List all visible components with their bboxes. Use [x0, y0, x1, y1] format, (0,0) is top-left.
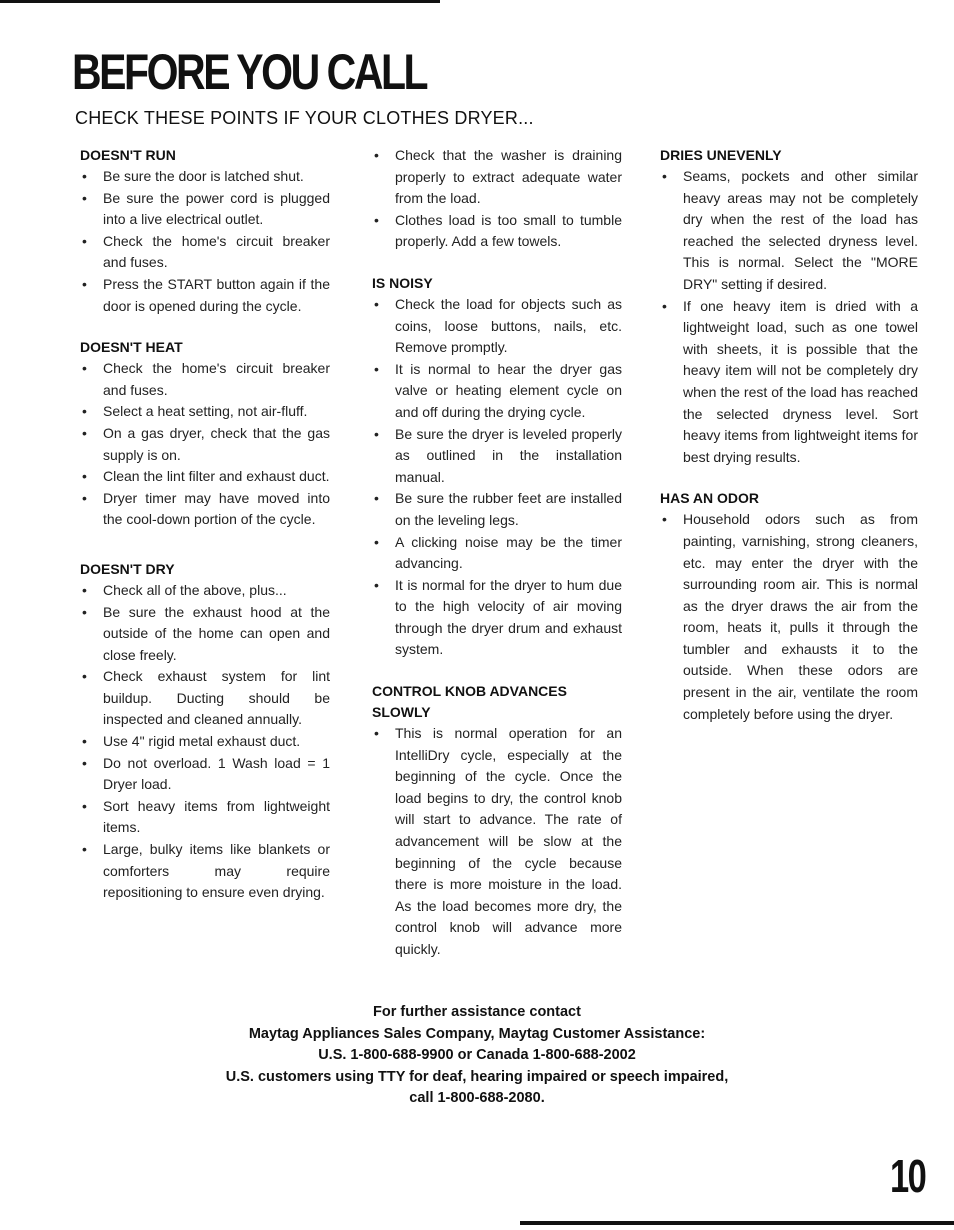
bullet-list	[660, 509, 918, 725]
bullet-list	[80, 580, 330, 904]
list-item: • Be sure the power cord is plugged into a live electrical outlet.	[80, 188, 330, 231]
page-subtitle: CHECK THESE POINTS IF YOUR CLOTHES DRYER...	[75, 108, 534, 128]
footer-line: Maytag Appliances Sales Company, Maytag Customer Assistance:	[248, 1025, 706, 1042]
list-item: • Press the START button again if the door is opened during the cycle.	[80, 274, 330, 317]
list-item: • This is normal operation for an IntelliDry cycle, especially at the beginning of the cycle. Once the load begins to dry, the control knob will start to advance. The rate of advancement will be slow at the beginning of the cycle because there is more moisture in the load. As the load becomes more dry, the control knob will advance more quickly.	[372, 723, 622, 961]
list-item: • A clicking noise may be the timer advancing.	[372, 532, 622, 575]
footer-phone-numbers: U.S. 1-800-688-9900 or Canada 1-800-688-2002	[318, 1047, 636, 1063]
list-item: • Select a heat setting, not air-fluff.	[80, 401, 330, 423]
list-item: • On a gas dryer, check that the gas supply is on.	[80, 423, 330, 466]
footer-tty-number: call 1-800-688-2080.	[409, 1090, 545, 1106]
section-title: IS NOISY	[372, 274, 433, 291]
section-doesnt-run	[80, 145, 330, 317]
bullet-list	[372, 723, 622, 961]
bullet-list	[80, 358, 330, 531]
section-title-line2: SLOWLY	[372, 704, 431, 721]
page-title: BEFORE YOU CALL	[72, 44, 427, 100]
assistance-contact-footer	[0, 1002, 954, 1110]
section-title: DRIES UNEVENLY	[660, 147, 782, 163]
bullet-list-continued	[372, 145, 622, 253]
list-item: • Be sure the dryer is leveled properly as outlined in the installation manual.	[372, 424, 622, 489]
list-item: • If one heavy item is dried with a lightweight load, such as one towel with sheets, it is possible that the heavy item will not be completely dry when the rest of the load has reached the selected dryness level. Sort heavy items from lightweight items for best drying results.	[660, 296, 918, 469]
bottom-rule	[520, 1221, 954, 1225]
column-left	[80, 145, 330, 904]
list-item: • Check the home's circuit breaker and fuses.	[80, 231, 330, 274]
list-item: • Large, bulky items like blankets or comforters may require repositioning to ensure even drying.	[80, 839, 330, 904]
list-item: • Household odors such as from painting, varnishing, strong cleaners, etc. may enter the dryer with the surrounding room air. This is normal as the dryer draws the air from the room, heats it, pulls it through the tumbler and exhausts it to the outside. When these odors are present in the air, ventilate the room completely before using the dryer.	[660, 509, 918, 725]
list-item: • Seams, pockets and other similar heavy areas may not be completely dry when the rest of the load has reached the selected dryness level. This is normal. Select the "MORE DRY" setting if desired.	[660, 166, 918, 296]
list-item: • Dryer timer may have moved into the cool-down portion of the cycle.	[80, 488, 330, 531]
footer-line: U.S. customers using TTY for deaf, hearing impaired or speech impaired,	[225, 1068, 729, 1085]
section-is-noisy	[372, 273, 622, 661]
top-rule	[0, 0, 440, 3]
section-control-knob	[372, 681, 622, 961]
section-dries-unevenly	[660, 145, 918, 468]
footer-line: For further assistance contact	[373, 1004, 581, 1020]
bullet-list	[80, 166, 330, 317]
list-item: • Clothes load is too small to tumble properly. Add a few towels.	[372, 210, 622, 253]
bullet-list	[372, 294, 622, 661]
list-item: • Check all of the above, plus...	[80, 580, 330, 602]
list-item: • It is normal for the dryer to hum due to the high velocity of air moving through the dryer drum and exhaust system.	[372, 575, 622, 661]
column-middle	[372, 145, 622, 961]
list-item: • Check exhaust system for lint buildup. Ducting should be inspected and cleaned annually.	[80, 666, 330, 731]
list-item: • Do not overload. 1 Wash load = 1 Dryer load.	[80, 753, 330, 796]
section-has-an-odor	[660, 488, 918, 725]
list-item: • Check that the washer is draining properly to extract adequate water from the load.	[372, 145, 622, 210]
list-item: • Be sure the door is latched shut.	[80, 166, 330, 188]
section-title-line1: CONTROL KNOB ADVANCES	[372, 683, 567, 700]
bullet-list	[660, 166, 918, 468]
list-item: • Be sure the rubber feet are installed on the leveling legs.	[372, 488, 622, 531]
section-title: HAS AN ODOR	[660, 490, 760, 507]
section-doesnt-dry	[80, 559, 330, 904]
list-item: • It is normal to hear the dryer gas valve or heating element cycle on and off during the drying cycle.	[372, 359, 622, 424]
column-right	[660, 145, 918, 725]
page-number: 10	[890, 1150, 926, 1202]
list-item: • Check the load for objects such as coins, loose buttons, nails, etc. Remove promptly.	[372, 294, 622, 359]
section-title: DOESN'T RUN	[80, 147, 176, 163]
list-item: • Use 4" rigid metal exhaust duct.	[80, 731, 330, 753]
list-item: • Check the home's circuit breaker and fuses.	[80, 358, 330, 401]
list-item: • Clean the lint filter and exhaust duct.	[80, 466, 330, 488]
section-title: DOESN'T HEAT	[80, 339, 183, 356]
section-title: DOESN'T DRY	[80, 560, 175, 577]
list-item: • Be sure the exhaust hood at the outside of the home can open and close freely.	[80, 602, 330, 667]
section-doesnt-heat	[80, 337, 330, 531]
list-item: • Sort heavy items from lightweight items.	[80, 796, 330, 839]
